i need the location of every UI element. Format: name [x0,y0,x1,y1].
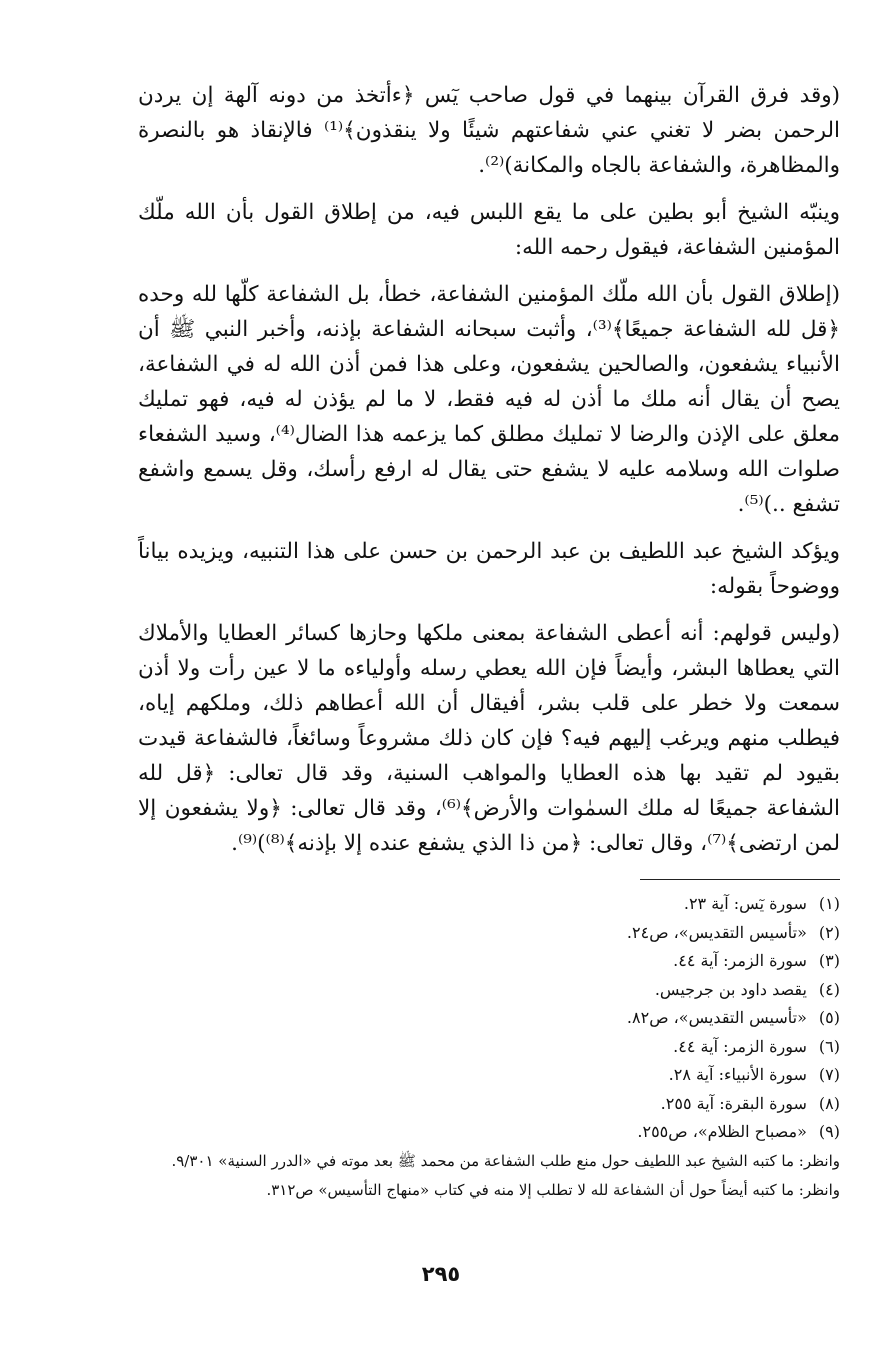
footnote-number: (٤) [818,979,840,999]
footnote-number: (٦) [818,1036,840,1056]
footnote-number: (١) [818,894,840,913]
footnote [138,976,840,1005]
footnote-text: «تأسيس التقديس»، ص٨٢. [626,1008,807,1027]
body-paragraph: وينبّه الشيخ أبو بطين على ما يقع اللبس فيه، من إطلاق القول بأن الله ملّك المؤمنين الشفاعة، فيقول رحمه الله: [138,200,840,260]
footnote-number: (٢) [818,922,840,942]
body-paragraph: (وقد فرق القرآن بينهما في قول صاحب يٓس ﴿ءأتخذ من دونه آلهة إن يردن الرحمن بضر لا تغني عني شفاعتهم شيئًا ولا ينقذون﴾⁽¹⁾ فالإنقاذ هو بالنصرة والمظاهرة، والشفاعة بالجاه والمكانة)⁽²⁾. [138,83,840,178]
footnote [138,890,840,919]
footnote [138,1118,840,1147]
body-paragraph: (إطلاق القول بأن الله ملّك المؤمنين الشفاعة، خطأ، بل الشفاعة كلّها لله وحده ﴿قل لله الشفاعة جميعًا﴾⁽³⁾، وأثبت سبحانه الشفاعة بإذنه، وأخبر النبي ﷺ أن الأنبياء يشفعون، والصالحين يشفعون، وعلى هذا فمن أذن الله له في الشفاعة، يصح أن يقال أنه ملك ما أذن له فيه فقط، لا ما لم يؤذن له فيه، فهو تمليك معلق على الإذن والرضا لا تمليك مطلق كما يزعمه هذا الضال⁽⁴⁾، وسيد الشفعاء صلوات الله وسلامه عليه لا يشفع حتى يقال له ارفع رأسك، وقل يسمع واشفع تشفع ..)⁽⁵⁾. [138,282,841,517]
footnote [138,1004,840,1033]
footnote-number: (٩) [818,1122,840,1141]
footnote-number: (٧) [818,1065,840,1084]
footnote-number: (٨) [818,1093,840,1113]
footnote-text: «تأسيس التقديس»، ص٢٤. [626,922,807,942]
footnote [138,1090,840,1119]
page-number: ٢٩٥ [421,1262,461,1286]
footnote-text: سورة يٓس: آية ٢٣. [683,894,807,913]
footnote-number: (٣) [818,951,840,970]
footnote [138,947,840,976]
footnote-text: «مصباح الظلام»، ص٢٥٥. [637,1122,807,1141]
body-paragraph: ويؤكد الشيخ عبد اللطيف بن عبد الرحمن بن حسن على هذا التنبيه، ويزيده بياناً ووضوحاً بقوله: [138,539,840,599]
footnote-divider [640,879,840,880]
footnote-note: وانظر: ما كتبه الشيخ عبد اللطيف حول منع طلب الشفاعة من محمد ﷺ بعد موته في «الدرر السنية» ٩/٣٠١. [171,1151,840,1170]
footnotes-list [138,890,840,1147]
footnote-text: سورة البقرة: آية ٢٥٥. [660,1093,807,1113]
footnote-text: سورة الزمر: آية ٤٤. [673,951,807,970]
footnote-text: يقصد داود بن جرجيس. [654,979,807,999]
footnote-text: سورة الأنبياء: آية ٢٨. [668,1065,807,1084]
footnote [138,1033,840,1062]
footnote-note: وانظر: ما كتبه أيضاً حول أن الشفاعة لله لا تطلب إلا منه في كتاب «منهاج التأسيس» ص٣١٢. [266,1180,840,1199]
footnote-number: (٥) [818,1008,840,1027]
footnote-text: سورة الزمر: آية ٤٤. [673,1036,807,1056]
footnote [138,919,840,948]
page-body [138,78,840,1205]
footnote [138,1061,840,1090]
body-paragraph: (وليس قولهم: أنه أعطى الشفاعة بمعنى ملكها وحازها كسائر العطايا والأملاك التي يعطاها البشر، وأيضاً فإن الله يعطي رسله وأولياءه ما لا عين رأت ولا أذن سمعت ولا خطر على قلب بشر، أفيقال أن الله أعطاهم ذلك، وملكهم إياه، فيطلب منهم ويرغب إليهم فيه؟ فإن كان ذلك مشروعاً وسائغاً، فالشفاعة قيدت بقيود لم تقيد بها هذه العطايا والمواهب السنية، وقد قال تعالى: ﴿قل لله الشفاعة جميعًا له ملك السمٰوات والأرض﴾⁽⁶⁾، وقد قال تعالى: ﴿ولا يشفعون إلا لمن ارتضى﴾⁽⁷⁾، وقال تعالى: ﴿من ذا الذي يشفع عنده إلا بإذنه﴾⁽⁸⁾)⁽⁹⁾. [138,621,840,856]
